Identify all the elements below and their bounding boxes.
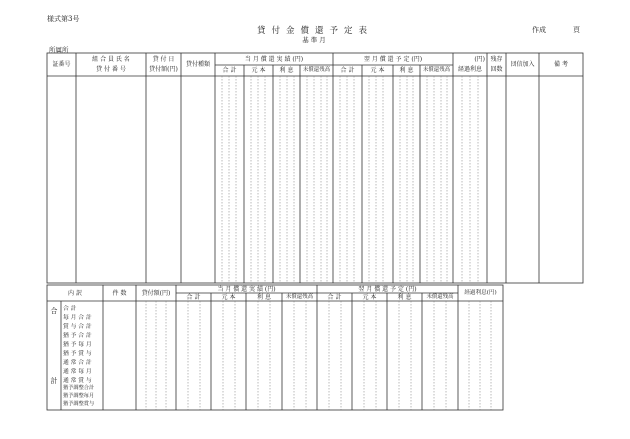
- col-b-next-outstanding: 未償還残高: [426, 294, 454, 300]
- col-count: 件 数: [112, 290, 127, 297]
- col-b-next-total: 合 計: [327, 294, 342, 301]
- col-remaining-1: 残存: [490, 56, 503, 63]
- summary-row-label: 猶予調整賞与: [63, 401, 95, 407]
- bottom-table-dotted-lines: [146, 301, 491, 410]
- col-b-next-principal: 元 本: [362, 294, 377, 301]
- form-id: 様式第3号: [47, 15, 80, 23]
- col-remarks: 備 考: [554, 61, 568, 68]
- col-b-current-principal: 元 本: [221, 294, 236, 301]
- summary-row-label: 賞 与 合 計: [63, 324, 92, 330]
- summary-row-label: 合 計: [63, 306, 77, 312]
- col-member-name: 組 合 員 氏 名: [92, 56, 130, 63]
- group-current-month: 当 月 償 還 実 績 (円): [244, 56, 304, 63]
- top-table-lines: [47, 53, 583, 283]
- col-accrued-interest: 経過利息: [457, 66, 482, 73]
- created-label: 作成: [532, 26, 546, 34]
- side-label-top: 合: [50, 307, 58, 315]
- side-label-bottom: 計: [50, 377, 58, 385]
- col-b-current-interest: 利 息: [257, 294, 271, 301]
- summary-row-label: 猶 予 賞 与: [63, 351, 92, 357]
- summary-row-label: 通 常 合 計: [63, 360, 92, 366]
- page-subtitle: 基準月: [302, 36, 328, 44]
- page-number-label: 頁: [573, 26, 580, 34]
- col-loan-number: 貸 付 番 号: [96, 66, 126, 73]
- group-bottom-next: 翌 月 償 還 予 定 (円): [358, 286, 417, 293]
- top-table-dotted-lines: [222, 76, 478, 283]
- col-loan-date: 貸 付 日: [152, 56, 175, 63]
- col-next-outstanding: 未償還残高: [423, 67, 450, 73]
- col-breakdown: 内 訳: [68, 290, 82, 297]
- col-yen-unit: (円): [474, 56, 485, 63]
- col-current-principal: 元 本: [251, 67, 266, 74]
- summary-row-label: 猶 予 合 計: [63, 333, 92, 339]
- col-loan-type: 貸付種類: [185, 61, 210, 68]
- group-bottom-current: 当 月 償 還 実 績 (円): [217, 286, 276, 293]
- col-remaining-2: 回数: [490, 66, 503, 73]
- bottom-table-lines: [47, 285, 503, 410]
- summary-row-label: 猶 予 毎 月: [63, 342, 92, 348]
- col-group-insurance: 団信加入: [510, 61, 535, 68]
- col-next-principal: 元 本: [370, 67, 385, 74]
- summary-row-label: 毎 月 合 計: [63, 315, 92, 321]
- col-next-total: 合 計: [340, 67, 355, 74]
- summary-row-label: 通 常 毎 月: [63, 369, 92, 375]
- summary-row-label: 猶予調整合計: [63, 385, 95, 391]
- col-b-accrued: 経過利息(円): [464, 290, 497, 296]
- col-number: 証番号: [52, 61, 71, 68]
- col-next-interest: 利 息: [399, 67, 414, 74]
- col-current-total: 合 計: [222, 67, 237, 74]
- col-b-current-total: 合 計: [186, 294, 201, 301]
- col-current-interest: 利 息: [279, 67, 294, 74]
- summary-row-label: 猶予調整毎月: [63, 393, 95, 399]
- col-b-next-interest: 利 息: [397, 294, 412, 301]
- page-title: 貸付金償還予定表: [256, 26, 373, 36]
- group-next-month: 翌 月 償 還 予 定 (円): [363, 56, 423, 63]
- summary-row-label: 通 常 賞 与: [63, 378, 92, 384]
- col-loan-amount: 貸付額(円): [149, 66, 178, 73]
- office-label: 所属所: [49, 46, 69, 54]
- col-b-current-outstanding: 未償還残高: [286, 294, 313, 300]
- col-amount: 貸付額(円): [141, 290, 171, 297]
- col-current-outstanding: 未償還残高: [303, 67, 330, 73]
